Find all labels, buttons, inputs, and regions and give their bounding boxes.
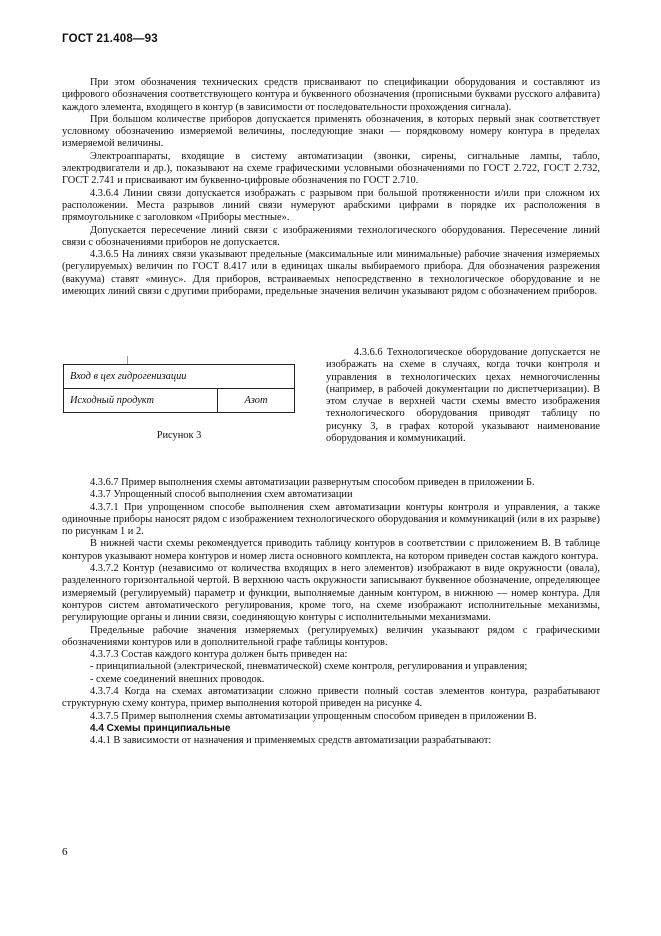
paragraph: 4.3.6.7 Пример выполнения схемы автоматизации развернутым способом приведен в приложении Б. [90, 477, 535, 488]
paragraph: Предельные рабочие значения измеряемых (регулируемых) величин указывают рядом с графическими обозначениями контуров или в дополнительной графе таблицы контуров. [62, 624, 600, 648]
paragraph: 4.3.6.6 Технологическое оборудование допускается не изображать на схеме в случаях, когда точки контроля и управления в технологических цехах немногочисленны (например, в рабочей документации по диспетчеризации). В этом случае в верхней части схемы вместо изображения технологического оборудования приводят таблицу по рисунку 3, в графах которой указывают наименование оборудования и коммуникаций. [326, 347, 600, 445]
paragraph: 4.4.1 В зависимости от назначения и применяемых средств автоматизации разрабатывают: [90, 735, 492, 747]
paragraph: 4.3.7.2 Контур (независимо от количества входящих в него элементов) изображают в виде окружности (овала), разделенного горизонтальной чертой. В верхнюю часть окружности записывают буквенное обозначение, определяющее измеряемый (регулируемый) параметр и функции, выполняемые данным контуром, в нижнюю — номер контура. Для контуров систем автоматического регулирования, кроме того, на схеме изображают исполнительные механизмы, регулирующие органы и линии связи, соединяющую контуры с исполнительными механизмами. [62, 563, 600, 624]
figure-3-table [63, 364, 295, 413]
figure-tick-mark [127, 356, 128, 364]
paragraph: 4.3.7 Упрощенный способ выполнения схем автоматизации [90, 489, 353, 501]
paragraph: 4.3.7.1 При упрощенном способе выполнения схем автоматизации контуры контроля и управления, а также одиночные приборы наносят рядом с изображением технологического оборудования и коммуникаций (или в их разрыве) по рисункам 1 и 2. [62, 501, 600, 538]
paragraph: При большом количестве приборов допускается применять обозначения, в которых первый знак соответствует условному обозначению измеряемой величины, последующие знаки — порядковому номеру контура в пределах измеряемой величины. [62, 113, 600, 150]
paragraph: 4.3.7.3 Состав каждого контура должен быть приведен на: [90, 649, 348, 661]
body-text-upper [62, 77, 600, 298]
paragraph: Электроаппараты, входящие в систему автоматизации (звонки, сирены, сигнальные лампы, табло, электродвигатели и др.), показывают на схеме графическими условными обозначениями по ГОСТ 2.722, ГОСТ 2.732, ГОСТ 2.741 и присваивают им буквенно-цифровые обозначения по ГОСТ 2.710. [62, 150, 600, 187]
paragraph: 4.3.6.5 На линиях связи указывают предельные (максимальные или минимальные) рабочие значения измеряемых (регулируемых) величин по ГОСТ 8.417 или в единицах шкалы выбираемого прибора. Для обозначения разрежения (вакуума) ставят «минус». Для приборов, встраиваемых непосредственно в технологическое оборудование и не имеющих линий связи с другими приборами, предельные значения величин указывают рядом с обозначением приборов. [62, 249, 600, 298]
paragraph: В нижней части схемы рекомендуется приводить таблицу контуров в соответствии с приложением В. В таблице контуров указывают номера контуров и номер листа основного комплекта, на котором приведен состав каждого контура. [62, 538, 600, 562]
paragraph: 4.3.7.5 Пример выполнения схемы автоматизации упрощенным способом приведен в приложении В. [90, 710, 537, 722]
figure-cell-nitrogen: Азот [218, 389, 295, 413]
body-text-lower [62, 477, 600, 748]
paragraph: При этом обозначения технических средств присваивают по спецификации оборудования и составляют из цифрового обозначения соответствующего контура и буквенного обозначения (прописными буквами русского алфавита) каждого элемента, входящего в контур (в зависимости от последовательности прохождения сигнала). [62, 77, 600, 113]
body-text-right-column [326, 347, 600, 445]
section-heading: 4.4 Схемы принципиальные [90, 722, 231, 734]
paragraph: - принципиальной (электрической, пневматической) схеме контроля, регулирования и управления; [90, 661, 528, 673]
figure-row-header: Вход в цех гидрогенизации [64, 365, 295, 389]
document-header: ГОСТ 21.408—93 [62, 33, 158, 45]
paragraph: Допускается пересечение линий связи с изображениями технологического оборудования. Пересечение линий связи с обозначениями приборов не допускается. [62, 224, 600, 248]
paragraph: - схеме соединений внешних проводок. [90, 673, 265, 685]
figure-caption: Рисунок 3 [156, 430, 202, 441]
figure-cell-product: Исходный продукт [64, 389, 218, 413]
paragraph: 4.3.6.4 Линии связи допускается изображать с разрывом при большой протяженности и/или при сложном их расположении. Места разрывов линий связи нумеруют арабскими цифрами в порядке их расположения в прямоугольнике с заголовком «Приборы местные». [62, 187, 600, 224]
page-number: 6 [62, 846, 68, 858]
paragraph: 4.3.7.4 Когда на схемах автоматизации сложно привести полный состав элементов контура, разрабатывают структурную схему контура, пример выполнения которой приведен на рисунке 4. [62, 686, 600, 710]
